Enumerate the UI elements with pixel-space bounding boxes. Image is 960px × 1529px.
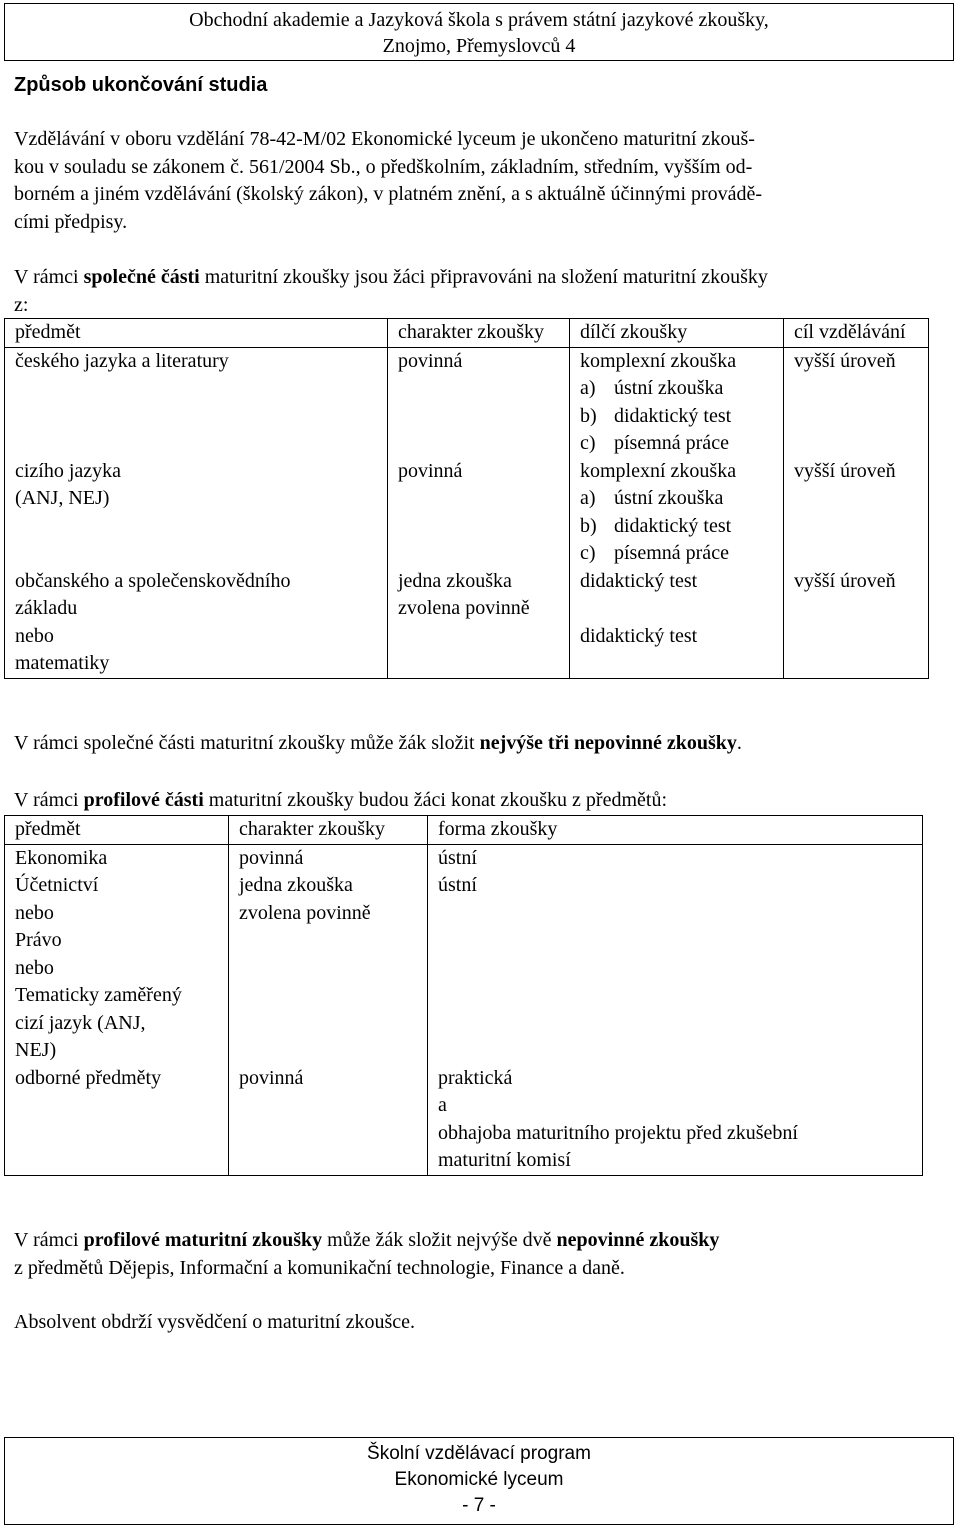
intro-line-1: Vzdělávání v oboru vzdělání 78-42-M/02 Ekonomické lyceum je ukončeno maturitní zkouš- [14, 128, 755, 150]
common-intro-post: maturitní zkoušky jsou žáci připravováni na složení maturitní zkoušky [199, 266, 768, 288]
subject-line: NEJ) [15, 1039, 57, 1061]
header-line-2: Znojmo, Přemyslovců 4 [382, 35, 576, 57]
profile-part-intro [14, 787, 934, 815]
subject-line: nebo [15, 901, 54, 924]
character-line: zvolena povinně [398, 597, 530, 619]
subject-line: Právo [15, 929, 62, 951]
table-row [5, 844, 923, 872]
page-number: - 7 - [462, 1495, 496, 1516]
optional-exams-paragraph [14, 1227, 934, 1282]
common-part-intro [14, 264, 934, 319]
exam-title: komplexní zkouška [580, 459, 737, 482]
profile-intro-pre: V rámci [14, 789, 84, 811]
optional-line-2: z předmětů Dějepis, Informační a komunikační technologie, Finance a daně. [14, 1256, 625, 1279]
part-text: písemná práce [614, 542, 729, 564]
form-line: obhajoba maturitního projektu před zkušební [438, 1121, 798, 1144]
form-line: maturitní komisí [438, 1149, 571, 1171]
part-text: písemná práce [614, 432, 729, 454]
part-label: a) [580, 377, 596, 399]
common-intro-tail: z: [14, 293, 29, 316]
cell-character: povinná [388, 347, 570, 458]
subject-line: cizí jazyk (ANJ, [15, 1011, 146, 1034]
note-bold: nejvýše tři nepovinné zkoušky [479, 732, 737, 754]
common-part-note [14, 730, 934, 758]
page-footer [4, 1437, 954, 1525]
optional-mid: může žák složit nejvýše dvě [322, 1229, 557, 1251]
subject-line: občanského a společenskovědního [15, 569, 291, 592]
part-text: didaktický test [614, 514, 732, 537]
cell-form: ústní [428, 844, 923, 872]
cell-exam [570, 568, 784, 679]
subject-line: Tematicky zaměřený [15, 984, 182, 1006]
subject-line: základu [15, 597, 78, 619]
header-subject: předmět [5, 816, 229, 845]
cell-exam [570, 347, 784, 458]
cell-form [428, 1065, 923, 1176]
page-header [4, 3, 954, 61]
cell-subject: českého jazyka a literatury [5, 347, 388, 458]
part-label: a) [580, 487, 596, 509]
character-line: jedna zkouška [398, 569, 512, 592]
table-row [5, 347, 929, 458]
footer-line-2: Ekonomické lyceum [394, 1469, 564, 1490]
subject-line: Účetnictví [15, 874, 99, 896]
form-line: a [438, 1094, 447, 1116]
intro-line-4: cími předpisy. [14, 210, 128, 233]
cell-goal: vyšší úroveň [784, 568, 929, 679]
part-text: ústní zkouška [614, 377, 724, 399]
exam-line: didaktický test [580, 624, 698, 647]
common-part-table [4, 318, 929, 679]
table-row [5, 568, 929, 679]
table-header-row [5, 319, 929, 348]
footer-line-1: Školní vzdělávací program [367, 1443, 591, 1464]
subject-line: cizího jazyka [15, 459, 122, 482]
header-character: charakter zkoušky [388, 319, 570, 348]
optional-bold-1: profilové maturitní zkoušky [83, 1229, 323, 1251]
cell-form: ústní [428, 872, 923, 1065]
optional-pre: V rámci [14, 1229, 84, 1251]
part-text: ústní zkouška [614, 487, 724, 509]
part-label: c) [580, 542, 596, 564]
header-partial-exams: dílčí zkoušky [570, 319, 784, 348]
part-text: didaktický test [614, 404, 732, 427]
form-line: praktická [438, 1066, 513, 1089]
subject-line: (ANJ, NEJ) [15, 487, 110, 509]
table-row [5, 872, 923, 1065]
cell-character: povinná [388, 458, 570, 568]
note-pre: V rámci společné části maturitní zkoušky může žák složit [14, 732, 480, 754]
intro-paragraph [14, 126, 934, 236]
intro-line-3: borném a jiném vzdělávání (školský zákon), v platném znění, a s aktuálně účinnými provádě- [14, 183, 763, 205]
cell-subject [5, 872, 229, 1065]
header-goal: cíl vzdělávání [784, 319, 929, 348]
exam-line: didaktický test [580, 569, 698, 592]
part-label: b) [580, 404, 597, 427]
cell-character [229, 872, 428, 1065]
header-form: forma zkoušky [428, 816, 923, 845]
part-label: b) [580, 514, 597, 537]
optional-bold-2: nepovinné zkoušky [556, 1229, 720, 1251]
header-character: charakter zkoušky [229, 816, 428, 845]
intro-line-2: kou v souladu se zákonem č. 561/2004 Sb., o předškolním, základním, středním, vyšším od- [14, 155, 753, 178]
profile-intro-bold: profilové části [83, 789, 204, 811]
profile-intro-post: maturitní zkoušky budou žáci konat zkoušku z předmětů: [203, 789, 668, 811]
section-title: Způsob ukončování studia [14, 74, 268, 96]
subject-line: nebo [15, 956, 54, 979]
cell-character [388, 568, 570, 679]
closing-paragraph: Absolvent obdrží vysvědčení o maturitní zkoušce. [14, 1311, 416, 1333]
table-header-row [5, 816, 923, 845]
cell-subject: Ekonomika [5, 844, 229, 872]
character-line: zvolena povinně [239, 901, 371, 924]
cell-subject [5, 568, 388, 679]
subject-line: nebo [15, 624, 54, 647]
exam-title: komplexní zkouška [580, 349, 737, 372]
common-intro-bold: společné části [83, 266, 200, 288]
cell-goal: vyšší úroveň [784, 347, 929, 458]
cell-character: povinná [229, 1065, 428, 1176]
cell-goal: vyšší úroveň [784, 458, 929, 568]
cell-subject [5, 458, 388, 568]
table-row [5, 458, 929, 568]
cell-character: povinná [229, 844, 428, 872]
note-post: . [736, 732, 742, 754]
header-subject: předmět [5, 319, 388, 348]
table-row [5, 1065, 923, 1176]
part-label: c) [580, 432, 596, 454]
cell-exam [570, 458, 784, 568]
header-line-1: Obchodní akademie a Jazyková škola s právem státní jazykové zkoušky, [189, 9, 769, 31]
common-intro-pre: V rámci [14, 266, 84, 288]
profile-part-table [4, 815, 923, 1176]
character-line: jedna zkouška [239, 874, 353, 896]
cell-subject: odborné předměty [5, 1065, 229, 1176]
subject-line: matematiky [15, 652, 110, 674]
